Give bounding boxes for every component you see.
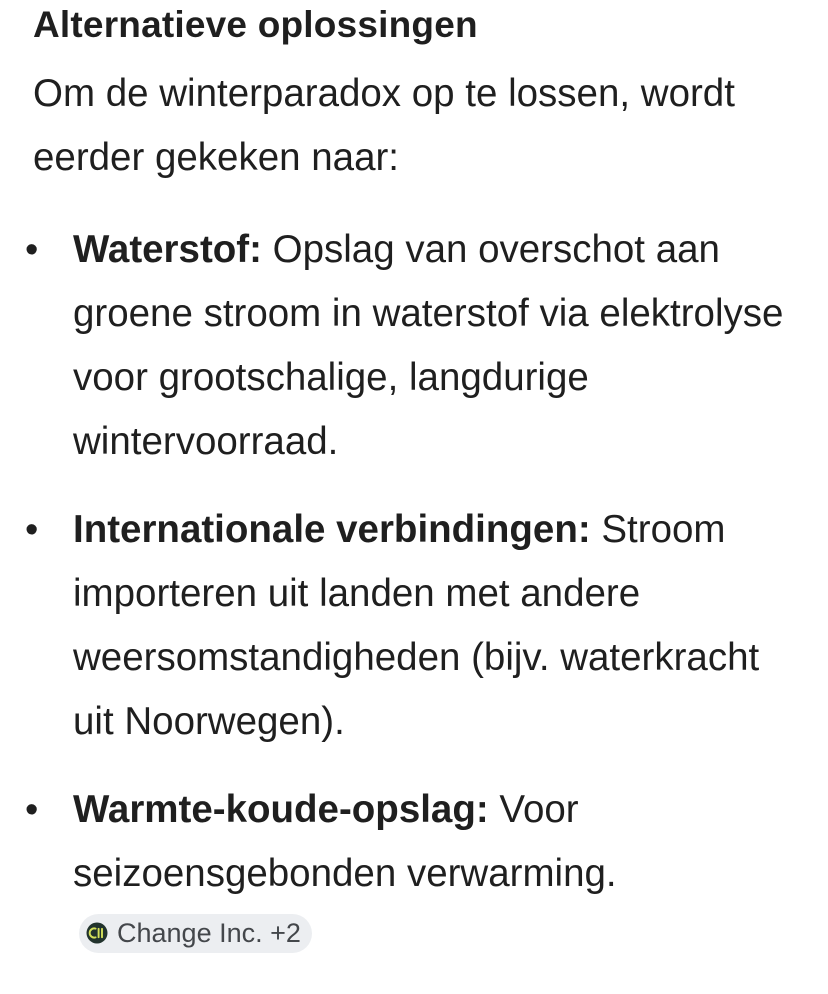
item-text: Stroom importeren uit landen met andere weersomstandigheden (bijv. waterkracht uit Noorwegen).	[73, 508, 760, 743]
change-inc-logo-icon	[85, 921, 109, 945]
intro-paragraph: Om de winterparadox op te lossen, wordt eerder gekeken naar:	[33, 72, 735, 179]
item-text: Opslag van overschot aan groene stroom in waterstof via elektrolyse voor grootschalige, langdurige wintervoorraad.	[73, 228, 784, 463]
bullet-icon: •	[25, 229, 39, 271]
item-term: Warmte-koude-opslag:	[73, 788, 489, 831]
solutions-list	[0, 218, 828, 994]
item-term: Internationale verbindingen:	[73, 508, 591, 551]
list-item-waterstof	[0, 218, 828, 474]
source-chip-label: Change Inc. +2	[117, 917, 301, 948]
section-heading: Alternatieve oplossingen	[33, 4, 478, 45]
bullet-icon: •	[25, 509, 39, 551]
bullet-icon: •	[25, 789, 39, 831]
item-text: Voor seizoensgebonden verwarming.	[73, 788, 617, 895]
list-item-internationale-verbindingen	[0, 498, 828, 754]
list-item-warmte-koude-opslag	[0, 778, 828, 970]
item-term: Waterstof:	[73, 228, 262, 271]
source-chip[interactable]	[79, 914, 312, 953]
